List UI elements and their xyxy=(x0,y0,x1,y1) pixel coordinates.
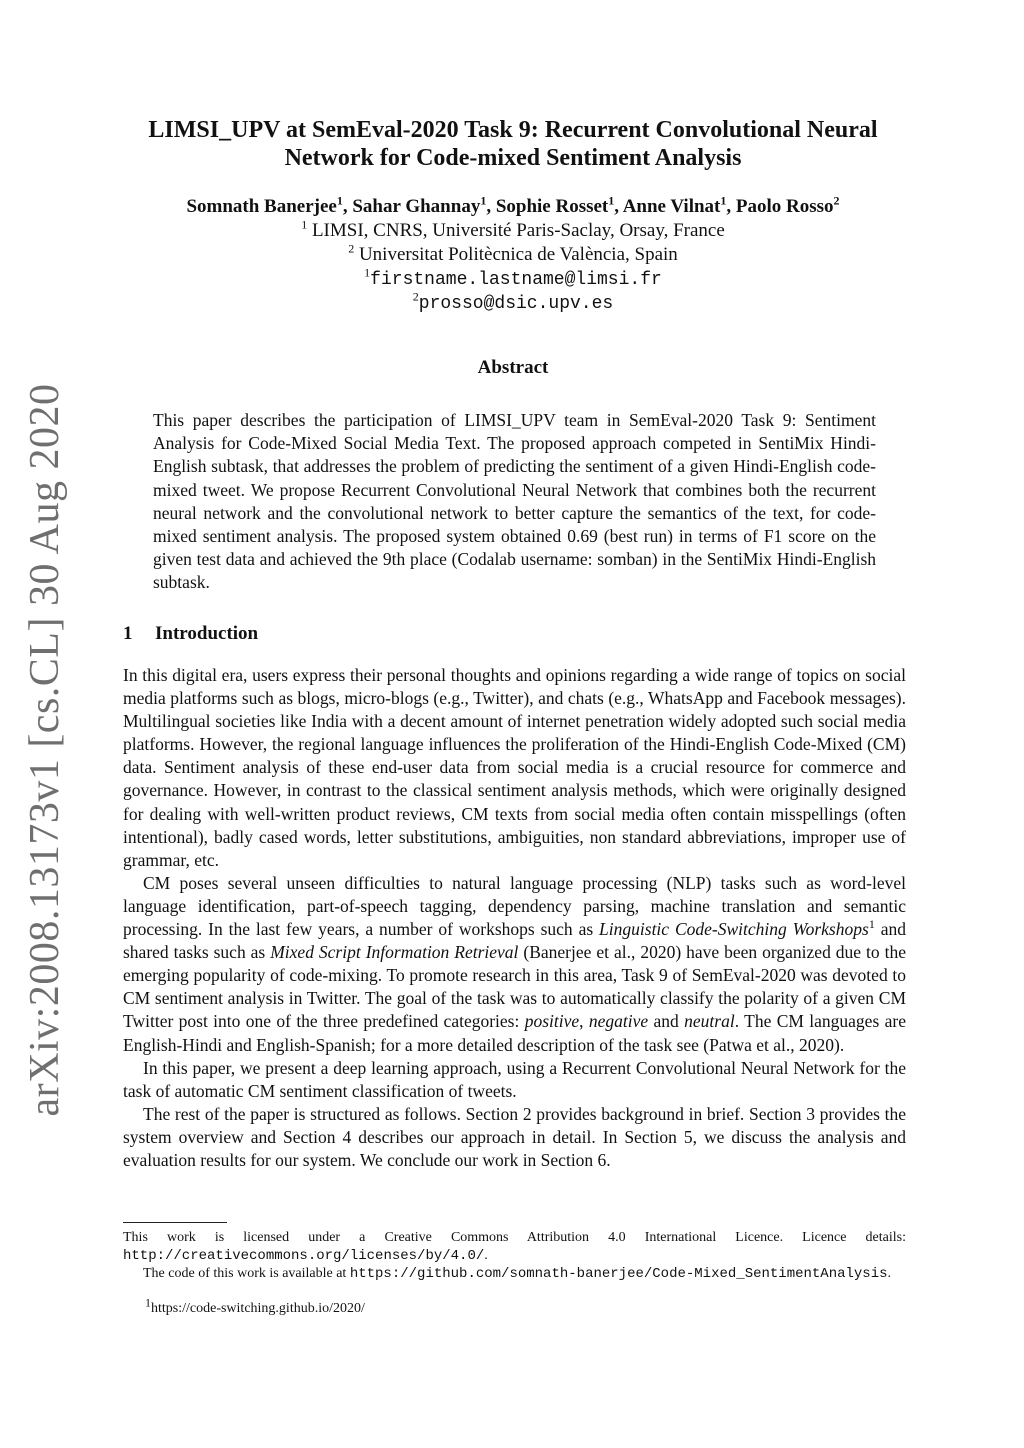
task-name: Mixed Script Information Retrieval xyxy=(270,942,519,963)
footnote-text: The code of this work is available at xyxy=(143,1266,350,1281)
paragraph-2 xyxy=(123,872,906,1057)
paragraph-4: The rest of the paper is structured as follows. Section 2 provides background in brief. Section 3 provides the system overview and Section 4 describes our approach in detail. In Section 5, we discuss the analysis and evaluation results for our system. We conclude our work in Section 6. xyxy=(123,1103,906,1170)
section-heading xyxy=(123,623,258,645)
email-text: prosso@dsic.upv.es xyxy=(418,294,614,314)
affiliation-1 xyxy=(120,219,906,243)
section-number: 1 xyxy=(123,623,133,644)
category-term: positive xyxy=(524,1011,580,1032)
license-link[interactable]: http://creativecommons.org/licenses/by/4.0/ xyxy=(123,1248,485,1264)
footnote-text: . xyxy=(484,1248,488,1263)
footnote-mark: 1 xyxy=(145,1295,151,1310)
affiliation-mark: 2 xyxy=(348,241,355,256)
introduction-body xyxy=(123,664,906,1172)
author-name: Paolo Rosso xyxy=(735,196,834,217)
text-run: , xyxy=(579,1011,589,1032)
email-2 xyxy=(120,291,906,316)
abstract-heading: Abstract xyxy=(477,357,549,378)
text-run: . The CM languages are English-Hindi and English-Spanish; for a more detailed description of the task see (Patwa et al., 2020). xyxy=(123,1011,906,1055)
paragraph-1: In this digital era, users express their personal thoughts and opinions regarding a wide range of topics on social media platforms such as blogs, micro-blogs (e.g., Twitter), and chats (e.g., WhatsApp and Facebook messages). Multilingual societies like India with a decent amount of internet penetration widely adopted such social media platforms. However, the regional language influences the proliferation of the Hindi-English Code-Mixed (CM) data. Sentiment analysis of these end-user data from social media is a crucial resource for commerce and governance. However, in contrast to the classical sentiment analysis methods, which were originally designed for dealing with well-written product reviews, CM texts from social media often contain misspellings (often intentional), badly cased words, letter substitutions, ambiguities, non standard abbreviations, improper use of grammar, etc. xyxy=(123,665,906,870)
title-line-1: LIMSI_UPV at SemEval-2020 Task 9: Recurrent Convolutional Neural xyxy=(148,117,878,143)
footnote-license xyxy=(123,1229,906,1265)
text-run: (Banerjee et al., 2020) have been organized due to the emerging popularity of code-mixing. To promote research in this area, Task 9 of SemEval-2020 was devoted to CM sentiment analysis in Twitter. The goal of the task was to automatically classify the polarity of a given CM Twitter post into one of the three predefined categories: xyxy=(123,942,906,1032)
author-affiliation-mark: 2 xyxy=(833,193,840,208)
title-line-2: Network for Code-mixed Sentiment Analysis xyxy=(284,145,742,171)
author-affiliation-mark: 1 xyxy=(720,193,727,208)
paragraph-3: In this paper, we present a deep learning approach, using a Recurrent Convolutional Neural Network for the task of automatic CM sentiment classification of tweets. xyxy=(123,1057,906,1101)
arxiv-identifier: arXiv:2008.13173v1 [cs.CL] 30 Aug 2020 xyxy=(22,383,68,1117)
code-link[interactable]: https://github.com/somnath-banerjee/Code-Mixed_SentimentAnalysis xyxy=(349,1266,888,1282)
author-affiliation-mark: 1 xyxy=(480,193,487,208)
author-name: Sophie Rosset xyxy=(495,196,609,217)
author-name: Anne Vilnat xyxy=(622,196,721,217)
author-list: Somnath Banerjee$^1$, Sahar Ghannay$^1$, Sophie Rosset$^1$, Anne Vilnat$^1$, Paolo Rosso$^2$ xyxy=(186,193,840,217)
author-affiliation-mark: 1 xyxy=(336,193,343,208)
abstract-text: This paper describes the participation of LIMSI_UPV team in SemEval-2020 Task 9: Sentiment Analysis for Code-Mixed Social Media Text. The proposed approach competed in SentiMix Hindi-English subtask, that addresses the problem of predicting the sentiment of a given Hindi-English code-mixed tweet. We propose Recurrent Convolutional Neural Network that combines both the recurrent neural network and the convolutional network to better capture the semantics of the text, for code-mixed sentiment analysis. The proposed system obtained 0.69 (best run) in terms of F1 score on the given test data and achieved the 9th place (Codalab username: somban) in the SentiMix Hindi-English subtask. xyxy=(153,410,876,593)
text-run: CM poses several unseen difficulties to natural language processing (NLP) tasks such as word-level language identification, part-of-speech tagging, dependency parsing, machine translation and semantic processing. In the last few years, a number of workshops such as xyxy=(123,872,906,940)
footnote-text: This work is licensed under a Creative Commons Attribution 4.0 International Licence. Licence details: xyxy=(123,1230,906,1245)
category-term: neutral xyxy=(684,1011,735,1032)
footnote-code xyxy=(123,1265,906,1283)
text-run: and xyxy=(648,1011,685,1032)
footnote-mark: 1 xyxy=(868,917,875,932)
affiliation-mark: 2 xyxy=(412,289,419,304)
footnote-url[interactable]: https://code-switching.github.io/2020/ xyxy=(151,1301,365,1316)
section-title: Introduction xyxy=(155,623,259,644)
author-name: Sahar Ghannay xyxy=(352,196,481,217)
email-text: firstname.lastname@limsi.fr xyxy=(370,270,662,290)
email-1 xyxy=(120,267,906,292)
workshop-name: Linguistic Code-Switching Workshops xyxy=(599,919,869,940)
author-affiliation-mark: 1 xyxy=(608,193,615,208)
category-term: negative xyxy=(588,1011,649,1032)
footnote-1 xyxy=(123,1295,906,1318)
author-name: Somnath Banerjee xyxy=(186,196,337,217)
affiliation-text: LIMSI, CNRS, Université Paris-Saclay, Orsay, France xyxy=(307,220,725,241)
affiliation-2 xyxy=(120,243,906,267)
text-run: and shared tasks such as xyxy=(123,919,906,963)
footnote-rule xyxy=(123,1222,227,1223)
arxiv-sidebar xyxy=(0,383,90,1117)
affiliation-mark: 1 xyxy=(364,265,371,280)
paper-title xyxy=(120,116,906,172)
affiliation-text: Universitat Politècnica de València, Spain xyxy=(354,244,678,265)
affiliation-mark: 1 xyxy=(301,217,308,232)
footnote-text: . xyxy=(887,1266,892,1281)
